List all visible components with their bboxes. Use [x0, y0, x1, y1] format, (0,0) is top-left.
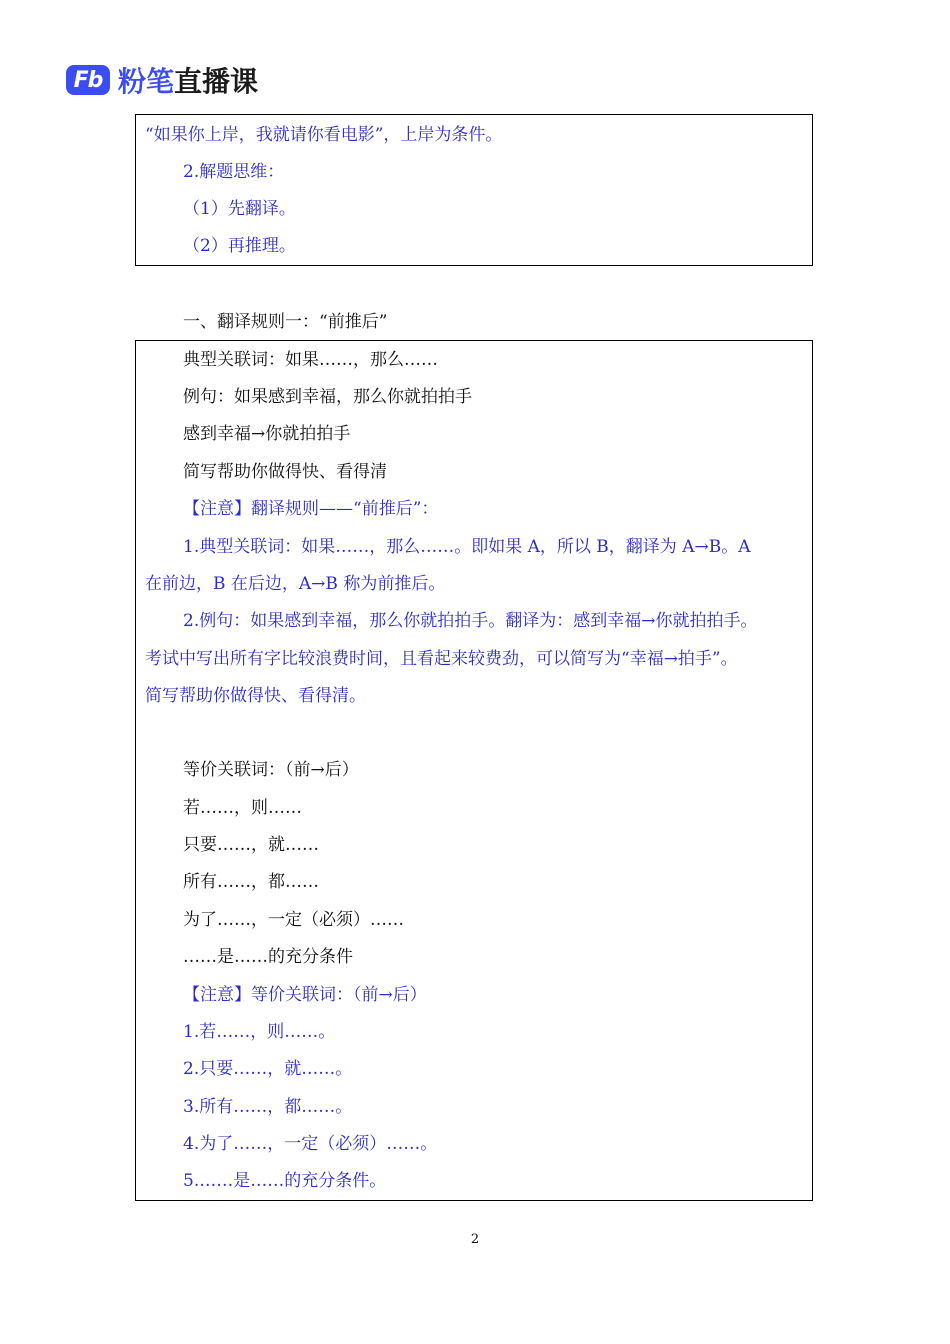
note-line: 在前边，B 在后边，A→B 称为前推后。 [145, 574, 446, 594]
body-line: 若……，则…… [183, 798, 302, 818]
note-line: 简写帮助你做得快、看得清。 [145, 686, 366, 706]
section-heading: 一、翻译规则一：“前推后” [183, 312, 388, 332]
body-line: 只要……，就…… [183, 835, 319, 855]
box1-line: 2.解题思维： [183, 162, 285, 182]
note-title: 【注意】翻译规则——“前推后”： [183, 499, 439, 519]
brand-name-rest: 直播课 [174, 65, 259, 98]
fb-logo-icon: Fb [66, 65, 110, 95]
body-line: 例句：如果感到幸福，那么你就拍拍手 [183, 387, 472, 407]
brand-name [118, 60, 258, 100]
body-line: 感到幸福→你就拍拍手 [183, 424, 351, 444]
body-line: 所有……，都…… [183, 872, 319, 892]
body-line: 典型关联词：如果……，那么…… [183, 350, 438, 370]
note-title: 【注意】等价关联词：（前→后） [183, 985, 427, 1005]
body-line: 等价关联词：（前→后） [183, 760, 359, 780]
body-line: 为了……，一定（必须）…… [183, 910, 404, 930]
note-line: 1.若……，则……。 [183, 1022, 336, 1042]
brand-logo [66, 60, 258, 100]
note-line: 2.只要……，就……。 [183, 1059, 353, 1079]
page-number: 2 [470, 1232, 480, 1247]
note-line: 1.典型关联词：如果……，那么……。即如果 A，所以 B，翻译为 A→B。A [183, 537, 751, 557]
note-line: 3.所有……，都……。 [183, 1097, 353, 1117]
note-line: 2.例句：如果感到幸福，那么你就拍拍手。翻译为：感到幸福→你就拍拍手。 [183, 611, 758, 631]
note-line: 5.……是……的充分条件。 [183, 1171, 387, 1191]
note-line: 考试中写出所有字比较浪费时间，且看起来较费劲，可以简写为“幸福→拍手”。 [145, 649, 738, 669]
brand-name-blue: 粉笔 [118, 65, 175, 98]
body-line: ……是……的充分条件 [183, 947, 353, 967]
box1-line: “如果你上岸，我就请你看电影”，上岸为条件。 [145, 125, 503, 145]
box1-line: （1）先翻译。 [183, 199, 296, 219]
box1-line: （2）再推理。 [183, 236, 296, 256]
note-line: 4.为了……，一定（必须）……。 [183, 1134, 438, 1154]
body-line: 简写帮助你做得快、看得清 [183, 462, 387, 482]
